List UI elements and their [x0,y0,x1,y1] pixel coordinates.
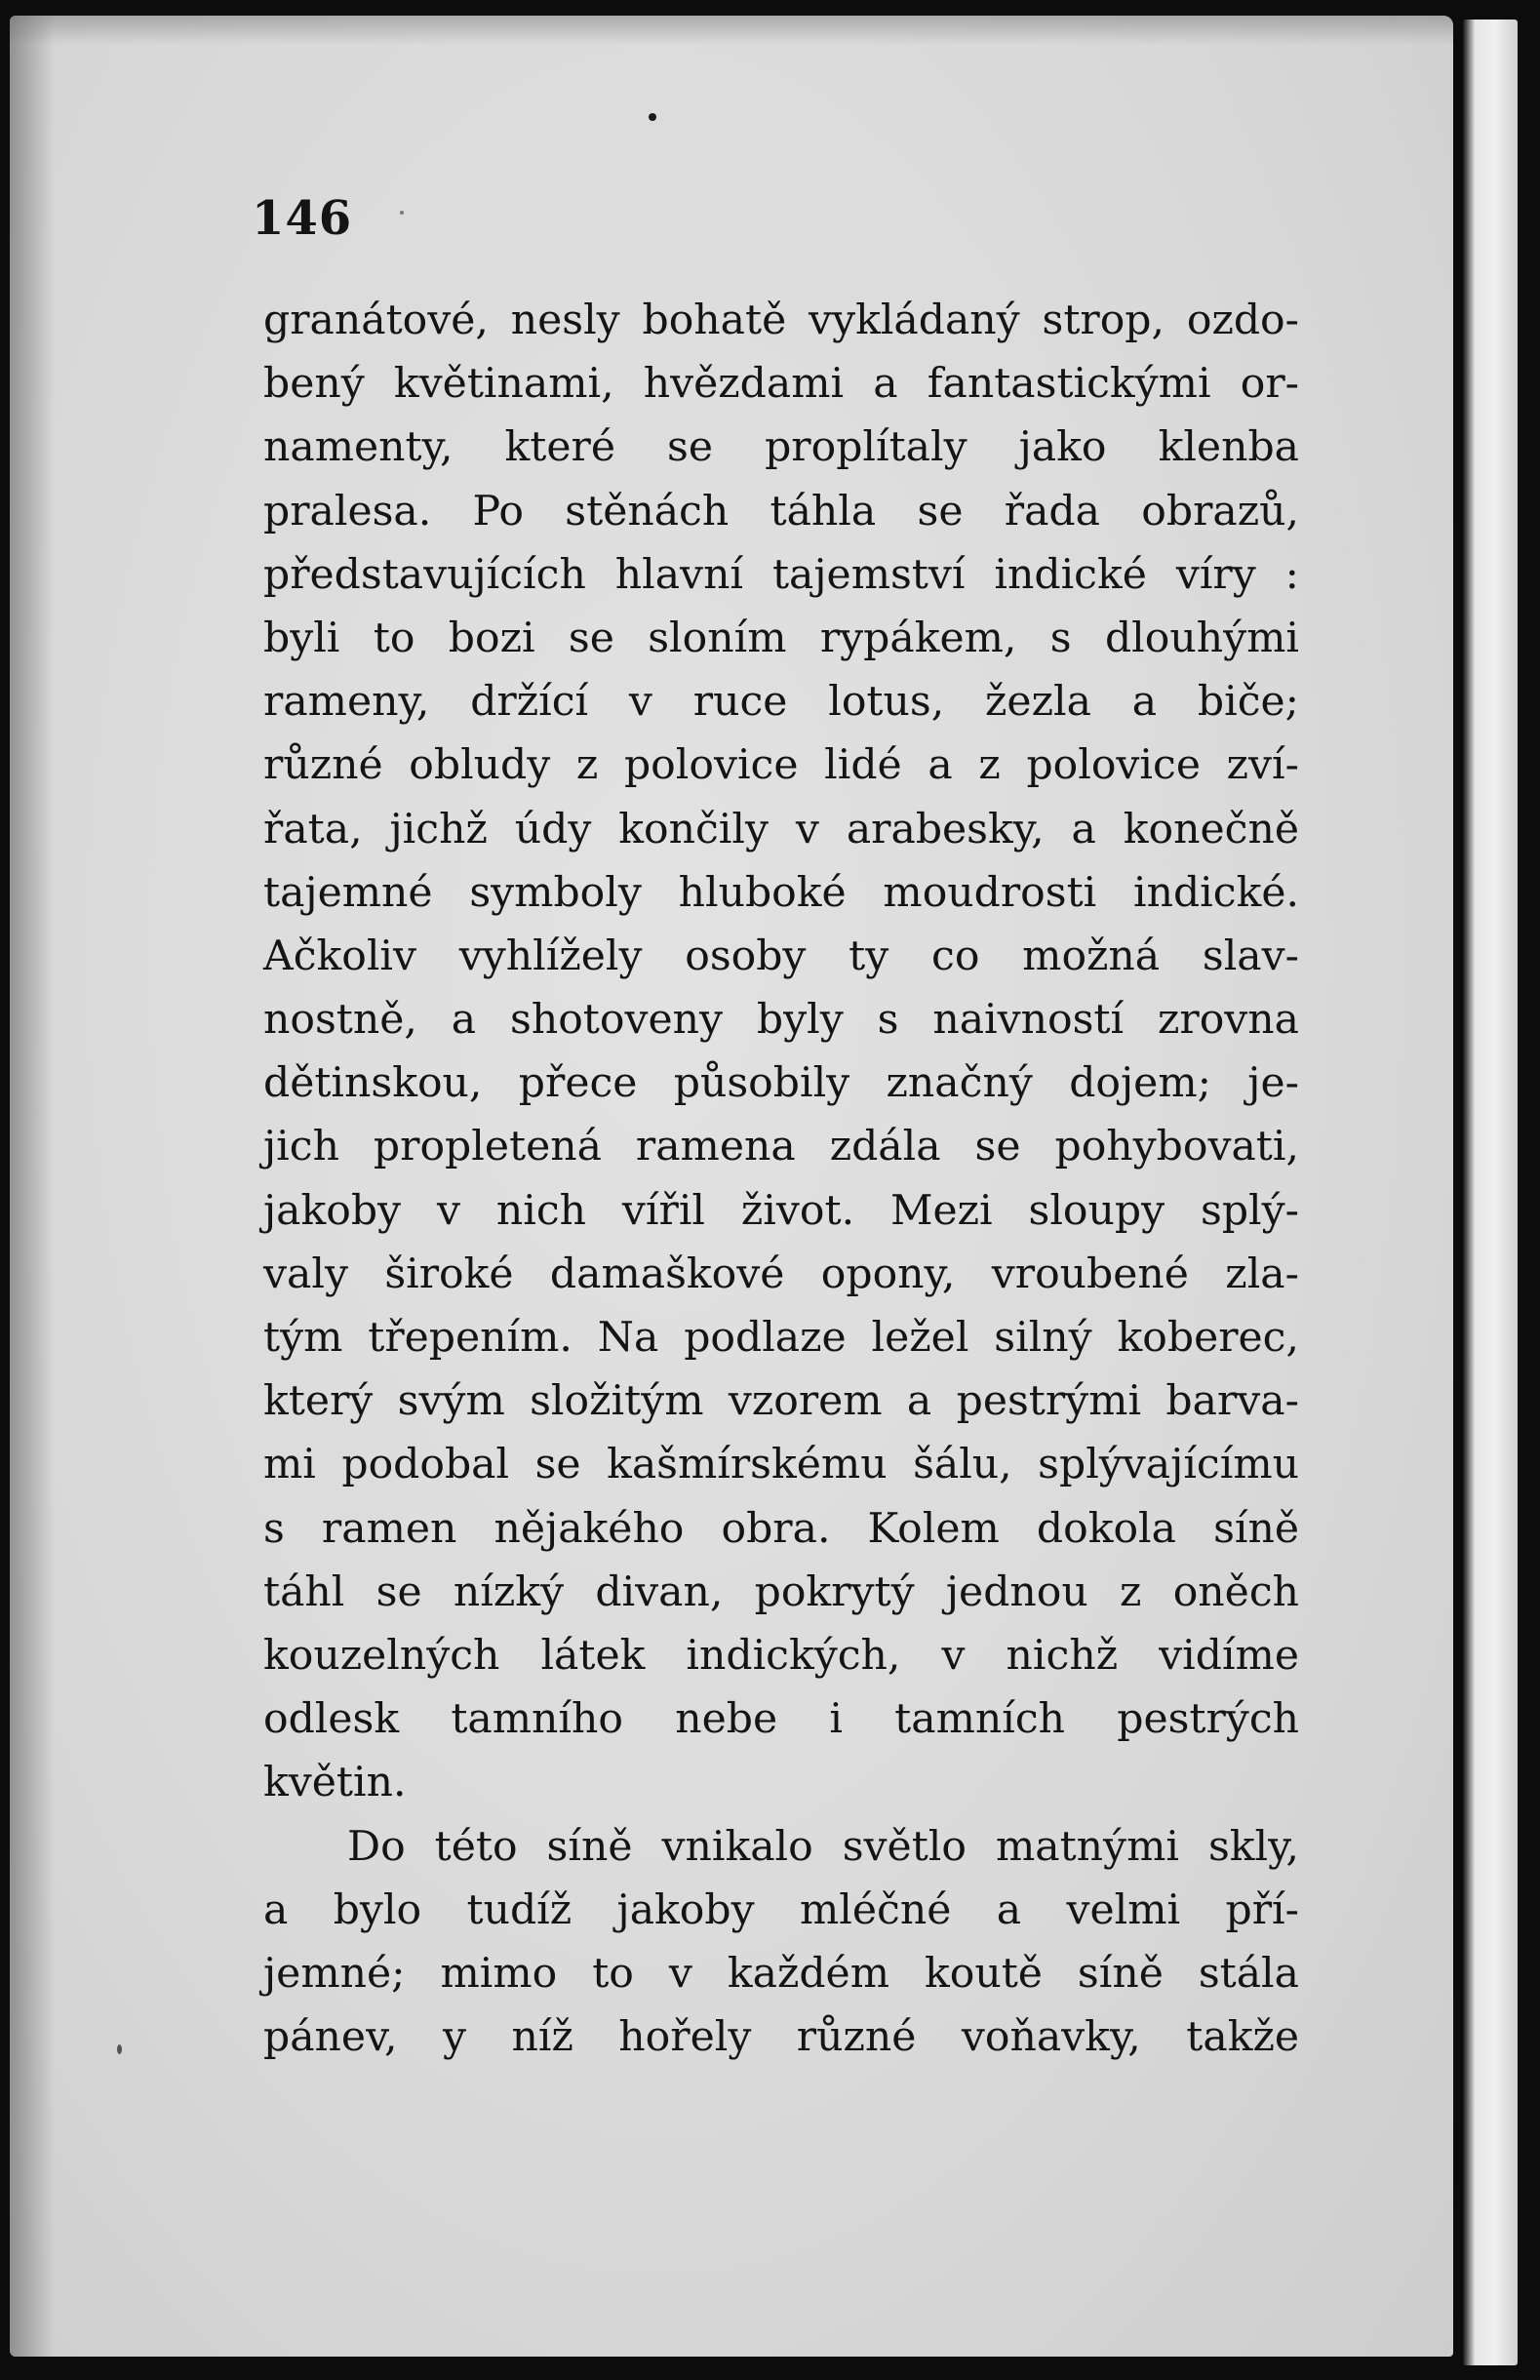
text-line: tým třepením. Na podlaze ležel silný koberec, [263,1314,1299,1362]
body-text [263,289,1299,2069]
text-line: pralesa. Po stěnách táhla se řada obrazů, [263,487,1299,536]
page-number: 146 [252,191,353,246]
text-line: jich propletená ramena zdála se pohybovati, [263,1123,1299,1171]
text-line: namenty, které se proplítaly jako klenba [263,423,1299,472]
text-line: dětinskou, přece působily značný dojem; je- [263,1059,1299,1108]
text-line-paragraph-end: květin. [263,1759,407,1807]
text-line: tajemné symboly hluboké moudrosti indické. [263,868,1299,917]
text-line-paragraph-start: Do této síně vnikalo světlo matnými skly, [347,1822,1299,1871]
ink-speck [649,113,656,121]
text-line: valy široké damaškové opony, vroubené zla- [263,1250,1299,1298]
text-line: odlesk tamního nebe i tamních pestrých [263,1695,1299,1744]
ink-speck [117,2044,122,2054]
text-line: byli to bozi se sloním rypákem, s dlouhými [263,614,1299,662]
text-line: nostně, a shotoveny byly s naivností zrovna [263,996,1299,1045]
text-line: s ramen nějakého obra. Kolem dokola síně [263,1504,1299,1553]
text-line: představujících hlavní tajemství indické víry : [263,550,1299,599]
text-line: jemné; mimo to v každém koutě síně stála [263,1949,1299,1998]
text-line: kouzelných látek indických, v nichž vidíme [263,1631,1299,1680]
adjacent-page-edge [1463,20,1518,2365]
text-line: Ačkoliv vyhlížely osoby ty co možná slav- [263,932,1299,980]
text-line: různé obludy z polovice lidé a z polovice zví- [263,741,1299,790]
text-line: granátové, nesly bohatě vykládaný strop, ozdo- [263,297,1299,344]
text-line: bený květinami, hvězdami a fantastickými or- [263,360,1299,409]
text-line: a bylo tudíž jakoby mléčné a velmi pří- [263,1885,1299,1934]
text-line: řata, jichž údy končily v arabesky, a konečně [263,805,1299,853]
ink-speck [400,211,404,215]
text-line: rameny, držící v ruce lotus, žezla a biče; [263,678,1299,727]
page-shadow-left [10,16,55,2357]
text-line: jakoby v nich vířil život. Mezi sloupy splý- [263,1186,1299,1235]
text-line: táhl se nízký divan, pokrytý jednou z oněch [263,1567,1299,1616]
page-shadow-top [10,16,1453,45]
text-line: který svým složitým vzorem a pestrými barva- [263,1377,1299,1426]
text-line: pánev, y níž hořely různé voňavky, takže [263,2013,1299,2062]
text-line: mi podobal se kašmírskému šálu, splývajícímu [263,1441,1299,1489]
